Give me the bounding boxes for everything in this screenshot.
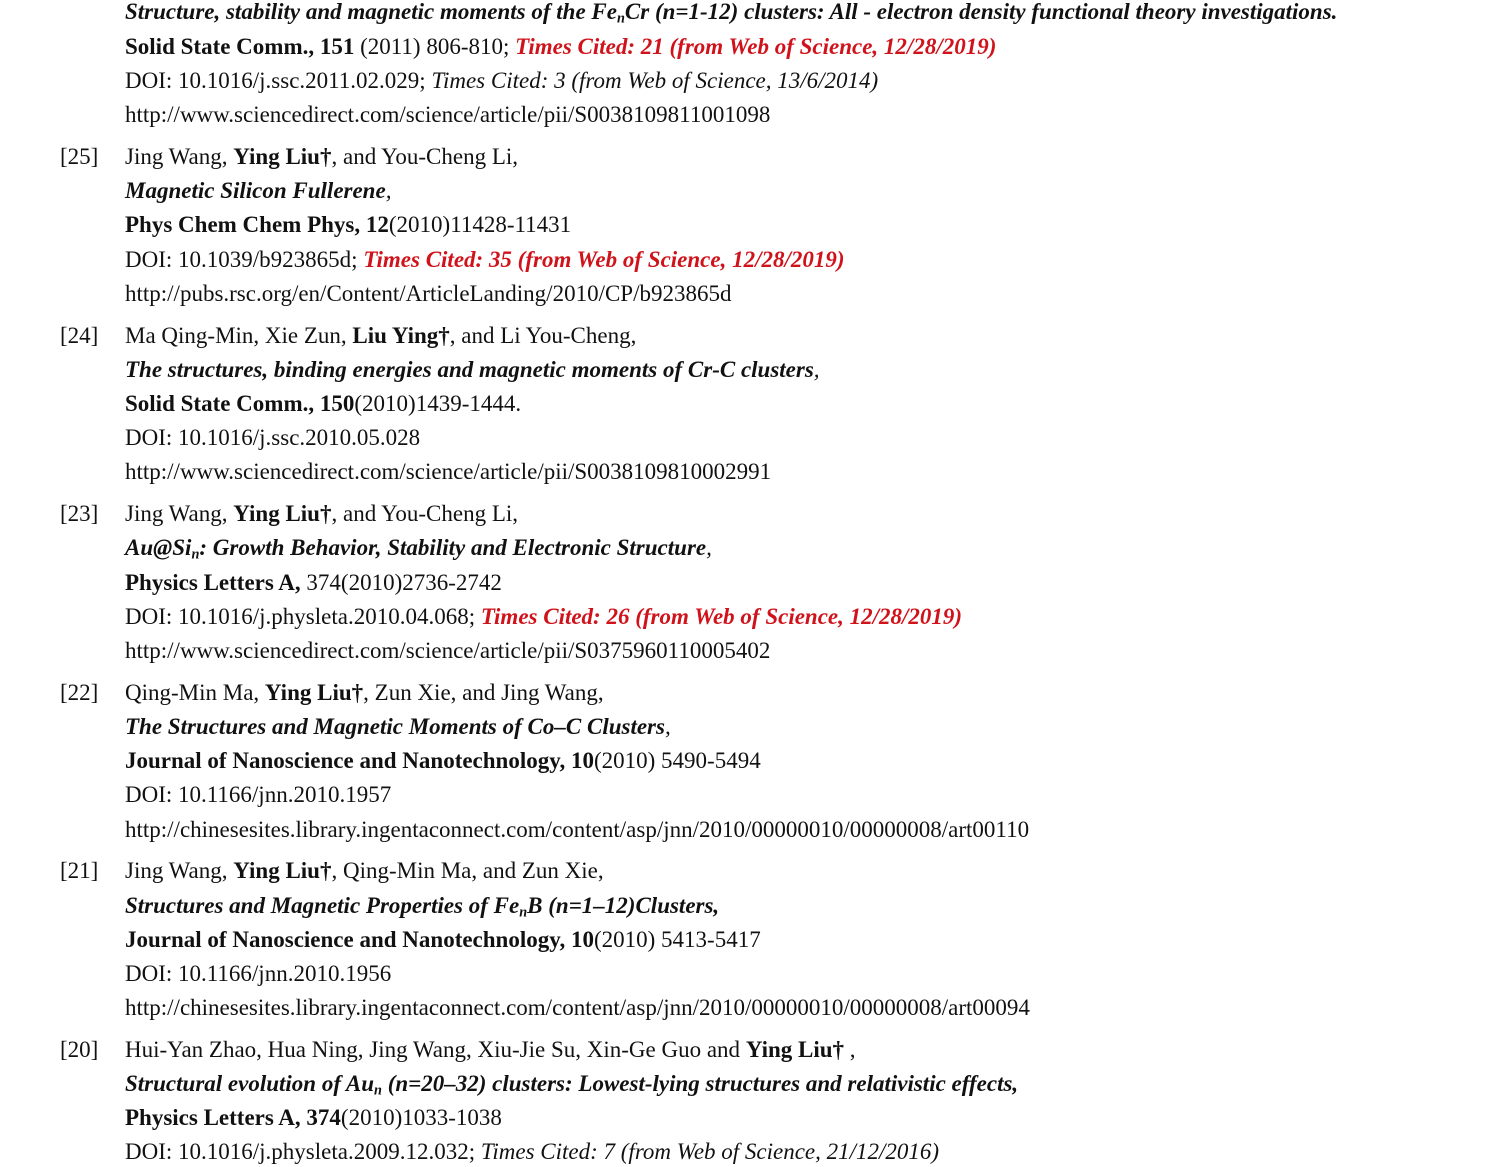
entry-journal [125, 571, 502, 594]
journal-name: Journal of Nanoscience and Nanotechnology, 10 [125, 927, 594, 952]
entry-journal [125, 928, 761, 951]
highlight-author: Ying Liu† [233, 858, 332, 883]
title-subscript: n [519, 904, 528, 921]
title-text: The structures, binding energies and magnetic moments of Cr-C clusters [125, 357, 814, 382]
journal-name: Journal of Nanoscience and Nanotechnology, 10 [125, 748, 594, 773]
doi-text: DOI: 10.1016/j.ssc.2010.05.028 [125, 425, 421, 450]
entry-authors [125, 681, 604, 704]
doi-text: DOI: 10.1016/j.ssc.2011.02.029; [125, 68, 432, 93]
highlight-author: Ying Liu† [745, 1037, 845, 1062]
authors-text: , and You-Cheng Li, [331, 501, 519, 526]
title-text: (n=20–32) clusters: Lowest-lying structures and relativistic effects, [381, 1071, 1019, 1096]
entry-title [125, 893, 720, 921]
entry-doi [125, 426, 420, 449]
authors-text: Qing-Min Ma, [125, 680, 265, 705]
entry-journal [125, 1106, 502, 1129]
highlight-author: Ying Liu† [264, 680, 364, 705]
journal-pages: (2011) 806-810; [354, 34, 516, 59]
times-cited-highlight: Times Cited: 26 (from Web of Science, 12/28/2019) [480, 604, 963, 629]
entry-authors [125, 502, 518, 525]
entry-doi [125, 69, 878, 92]
entry-title [125, 358, 820, 381]
entry-url[interactable]: http://www.sciencedirect.com/science/article/pii/S0375960110005402 [125, 638, 771, 663]
doi-text: DOI: 10.1016/j.physleta.2010.04.068; [125, 604, 481, 629]
entry-number: [24] [60, 323, 99, 348]
times-cited-highlight: Times Cited: 35 (from Web of Science, 12/28/2019) [363, 247, 845, 272]
title-text: : Growth Behavior, Stability and Electronic Structure [199, 535, 707, 560]
authors-text: , and You-Cheng Li, [331, 144, 519, 169]
entry-url[interactable]: http://www.sciencedirect.com/science/article/pii/S0038109811001098 [125, 102, 771, 127]
entry-journal [125, 35, 996, 58]
entry-authors [125, 324, 636, 347]
entry-number: [21] [60, 858, 99, 883]
entry-url[interactable]: http://pubs.rsc.org/en/Content/ArticleLanding/2010/CP/b923865d [125, 281, 732, 306]
authors-text: , and Li You-Cheng, [449, 323, 637, 348]
journal-pages: (2010) 5490-5494 [593, 748, 761, 773]
highlight-author: Ying Liu† [233, 144, 332, 169]
title-text: Structural evolution of Au [125, 1071, 375, 1096]
entry-title [125, 1071, 1019, 1099]
entry-doi [125, 248, 845, 271]
journal-name: Phys Chem Chem Phys, 12 [125, 212, 389, 237]
authors-text: Jing Wang, [125, 501, 234, 526]
journal-pages: (2010) 5413-5417 [593, 927, 761, 952]
entry-authors [125, 859, 604, 882]
entry-journal [125, 392, 521, 415]
entry-authors [125, 1038, 856, 1061]
entry-url[interactable]: http://www.sciencedirect.com/science/article/pii/S0038109810002991 [125, 459, 772, 484]
entry-number: [20] [60, 1037, 99, 1062]
title-text: Structure, stability and magnetic moments of the Fe [125, 0, 617, 24]
doi-text: DOI: 10.1166/jnn.2010.1956 [125, 961, 392, 986]
entry-title [125, 535, 712, 563]
journal-pages: (2010)1439-1444. [354, 391, 522, 416]
title-comma: , [385, 178, 392, 203]
entry-number: [25] [60, 144, 99, 169]
doi-text: DOI: 10.1016/j.physleta.2009.12.032; [125, 1139, 481, 1164]
entry-doi [125, 605, 962, 628]
entry-doi [125, 783, 391, 806]
authors-text: , Qing-Min Ma, and Zun Xie, [331, 858, 604, 883]
entry-doi [125, 1140, 939, 1163]
entry-doi [125, 962, 391, 985]
times-cited-note: Times Cited: 7 (from Web of Science, 21/12/2016) [480, 1139, 940, 1164]
entry-journal [125, 213, 571, 236]
journal-name: Physics Letters A, [125, 570, 301, 595]
entry-authors [125, 145, 518, 168]
journal-name: Physics Letters A, 374 [125, 1105, 341, 1130]
journal-pages: 374(2010)2736-2742 [300, 570, 502, 595]
journal-pages: (2010)1033-1038 [340, 1105, 502, 1130]
doi-text: DOI: 10.1166/jnn.2010.1957 [125, 782, 392, 807]
authors-text: Jing Wang, [125, 144, 234, 169]
title-comma: , [664, 714, 671, 739]
entry-url[interactable]: http://chinesesites.library.ingentaconnect.com/content/asp/jnn/2010/00000010/00000008/art00094 [125, 995, 1030, 1020]
title-subscript: n [191, 546, 200, 563]
title-text: Cr (n=1-12) clusters: All - electron density functional theory investigations. [624, 0, 1338, 24]
authors-text: Hui-Yan Zhao, Hua Ning, Jing Wang, Xiu-Jie Su, Xin-Ge Guo and [125, 1037, 746, 1062]
title-subscript: n [616, 10, 625, 27]
authors-text: Ma Qing-Min, Xie Zun, [125, 323, 353, 348]
entry-journal [125, 749, 761, 772]
journal-name: Solid State Comm., 150 [125, 391, 355, 416]
title-comma: , [706, 535, 712, 560]
entry-title [125, 715, 671, 738]
highlight-author: Ying Liu† [233, 501, 332, 526]
entry-number: [23] [60, 501, 99, 526]
entry-title [125, 0, 1338, 27]
title-text: Structures and Magnetic Properties of Fe [125, 893, 520, 918]
times-cited-highlight: Times Cited: 21 (from Web of Science, 12/28/2019) [515, 34, 997, 59]
entry-title [125, 179, 391, 202]
title-text: Au@Si [125, 535, 192, 560]
authors-text: , [844, 1037, 856, 1062]
authors-text: Jing Wang, [125, 858, 234, 883]
journal-name: Solid State Comm., 151 [125, 34, 355, 59]
title-comma: , [813, 357, 820, 382]
entry-number: [22] [60, 680, 99, 705]
title-text: Magnetic Silicon Fullerene [125, 178, 386, 203]
doi-text: DOI: 10.1039/b923865d; [125, 247, 364, 272]
authors-text: , Zun Xie, and Jing Wang, [363, 680, 604, 705]
title-subscript: n [374, 1082, 382, 1099]
times-cited-note: Times Cited: 3 (from Web of Science, 13/6/2014) [431, 68, 879, 93]
entry-url[interactable]: http://chinesesites.library.ingentaconnect.com/content/asp/jnn/2010/00000010/00000008/art00110 [125, 817, 1030, 842]
title-text: The Structures and Magnetic Moments of Co–C Clusters [125, 714, 665, 739]
journal-pages: (2010)11428-11431 [388, 212, 572, 237]
highlight-author: Liu Ying† [352, 323, 450, 348]
title-text: B (n=1–12)Clusters, [527, 893, 720, 918]
